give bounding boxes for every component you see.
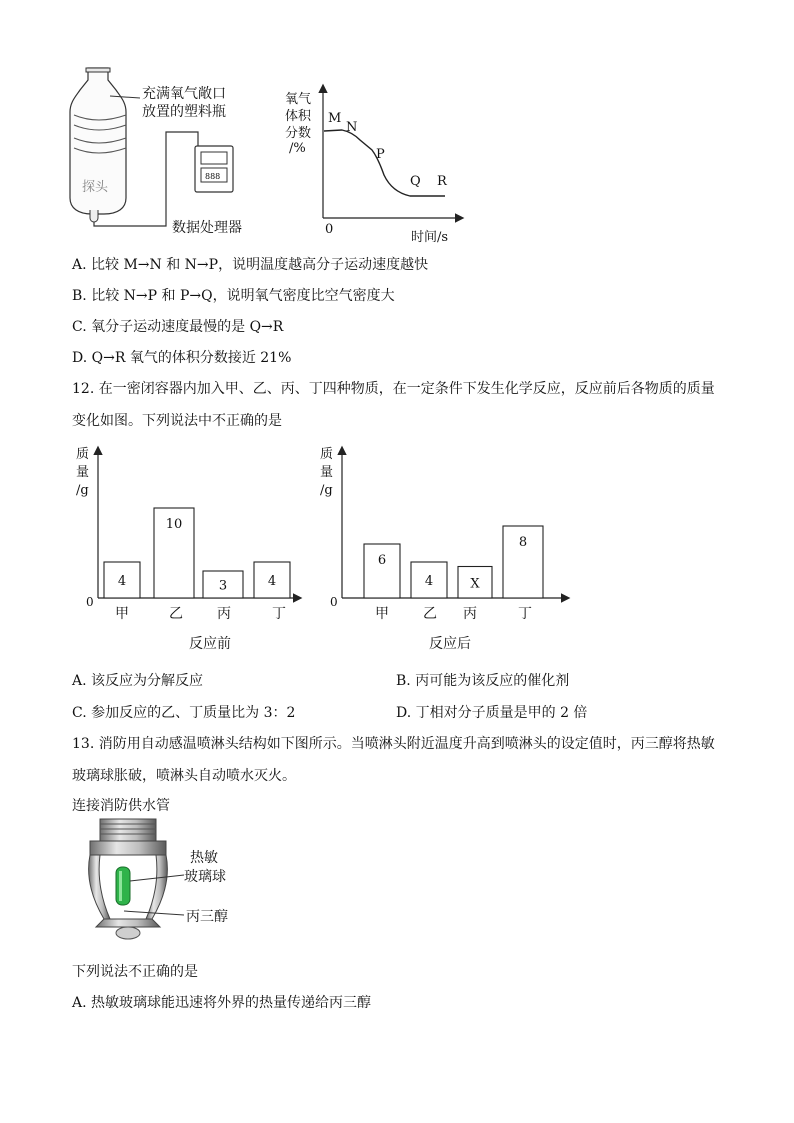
graph-point-m: M xyxy=(328,111,342,126)
bottle-label-line1: 充满氧气敞口 xyxy=(142,86,226,102)
graph-ylabel-4: /% xyxy=(289,141,306,156)
chart-title-before: 反应前 xyxy=(189,636,231,652)
q12-stem-line1: 12. 在一密闭容器内加入甲、乙、丙、丁四种物质，在一定条件下发生化学反应，反应前后各物质的质量 xyxy=(72,381,715,397)
graph-origin: 0 xyxy=(325,222,334,237)
origin-label-after: 0 xyxy=(330,595,338,609)
bar-label-before-0: 4 xyxy=(117,574,127,589)
chart-title-after: 反应后 xyxy=(429,636,471,652)
ylabel-part-after: 质 xyxy=(320,447,334,462)
graph-point-q: Q xyxy=(410,174,421,189)
q12-option-d: D. 丁相对分子质量是甲的 2 倍 xyxy=(396,705,588,721)
pipe-label: 连接消防供水管 xyxy=(72,798,170,814)
ylabel-part-after: /g xyxy=(320,483,333,498)
q13-option-a: A. 热敏玻璃球能迅速将外界的热量传递给丙三醇 xyxy=(72,995,372,1011)
bar-label-before-3: 4 xyxy=(267,574,277,589)
bar-label-before-2: 3 xyxy=(218,578,228,594)
graph-point-p: P xyxy=(376,147,385,162)
origin-label-before: 0 xyxy=(86,595,94,609)
ylabel-part-after: 量 xyxy=(320,465,334,480)
probe-label: 探头 xyxy=(82,180,109,195)
graph-ylabel-2: 体积 xyxy=(285,109,312,124)
bar-label-after-0: 6 xyxy=(377,553,387,568)
q12-option-c: C. 参加反应的乙、丁质量比为 3：2 xyxy=(72,705,296,721)
category-label-before-2: 丙 xyxy=(217,606,231,622)
q11-option-d: D. Q→R 氧气的体积分数接近 21% xyxy=(72,350,292,366)
bar-label-after-1: 4 xyxy=(424,574,434,589)
bulb-label-line1: 热敏 xyxy=(190,850,218,866)
q11-option-c: C. 氧分子运动速度最慢的是 Q→R xyxy=(72,319,284,335)
svg-text:888: 888 xyxy=(205,172,221,181)
ylabel-part-before: 量 xyxy=(76,465,90,480)
bar-label-after-3: 8 xyxy=(518,535,528,550)
glycerol-label: 丙三醇 xyxy=(186,909,228,925)
bar-chart-after xyxy=(322,440,582,660)
category-label-before-0: 甲 xyxy=(115,606,129,622)
data-processor-device xyxy=(195,146,233,192)
graph-ylabel-3: 分数 xyxy=(285,126,312,141)
bar-label-after-2: X xyxy=(470,576,480,592)
category-label-after-2: 丙 xyxy=(463,606,477,622)
bar-chart-before xyxy=(60,440,310,660)
q12-option-a: A. 该反应为分解反应 xyxy=(72,673,204,689)
category-label-after-1: 乙 xyxy=(423,606,437,622)
graph-point-n: N xyxy=(346,120,358,135)
category-label-before-3: 丁 xyxy=(272,606,286,622)
ylabel-part-before: /g xyxy=(76,483,89,498)
plastic-bottle xyxy=(70,68,126,222)
category-label-after-0: 甲 xyxy=(375,606,389,622)
processor-label: 数据处理器 xyxy=(172,220,242,236)
q12-stem-line2: 变化如图。下列说法中不正确的是 xyxy=(72,413,282,429)
graph-xlabel: 时间/s xyxy=(411,230,449,245)
bottle-label-line2: 放置的塑料瓶 xyxy=(142,104,226,120)
graph-ylabel-1: 氧气 xyxy=(285,92,312,107)
ylabel-part-before: 质 xyxy=(76,447,90,462)
q13-stem-line2: 玻璃球胀破，喷淋头自动喷水灭火。 xyxy=(72,768,296,784)
graph-point-r: R xyxy=(437,174,447,189)
q13-question: 下列说法不正确的是 xyxy=(72,964,198,980)
category-label-before-1: 乙 xyxy=(169,606,183,622)
oxygen-curve xyxy=(324,130,445,196)
bar-label-before-1: 10 xyxy=(165,517,183,532)
q11-option-b: B. 比较 N→P 和 P→Q，说明氧气密度比空气密度大 xyxy=(72,288,395,304)
q13-stem-line1: 13. 消防用自动感温喷淋头结构如下图所示。当喷淋头附近温度升高到喷淋头的设定值时，丙三醇将热敏 xyxy=(72,736,715,752)
bulb-label-line2: 玻璃球 xyxy=(184,869,226,885)
q12-option-b: B. 丙可能为该反应的催化剂 xyxy=(396,673,570,689)
category-label-after-3: 丁 xyxy=(518,606,532,622)
q11-option-a: A. 比较 M→N 和 N→P，说明温度越高分子运动速度越快 xyxy=(72,257,429,273)
